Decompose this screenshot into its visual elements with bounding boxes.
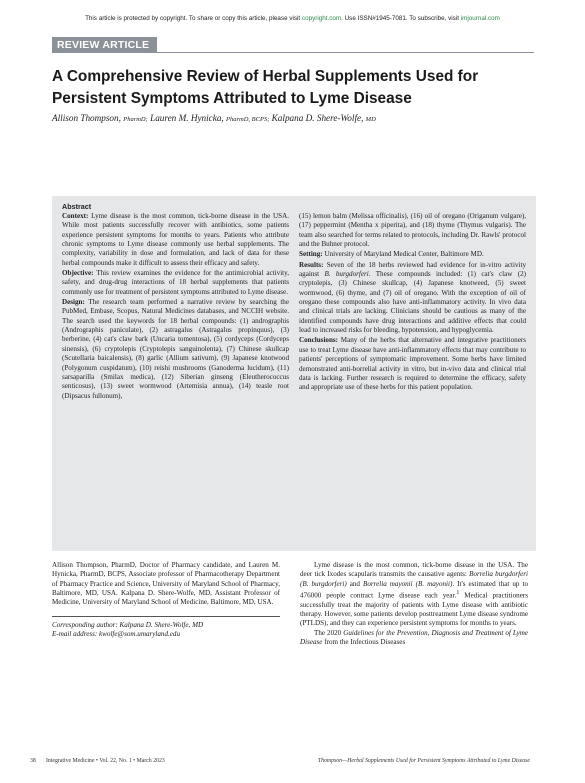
author-list [52,113,542,123]
article-type-banner: REVIEW ARTICLE [52,37,157,53]
intro-paragraph-2: The 2020 Guidelines for the Prevention, Diagnosis and Treatment of Lyme Disease from the Infectious Diseases [300,628,529,647]
abstract-column-right [299,212,526,402]
abstract-context: Context: Lyme disease is the most common, tick-borne disease in the USA. While most patients successfully recover with antibiotics, some patients experience persistent symptoms for months to years. Patients who attribute chronic symptoms to Lyme disease commonly use herbal supplements. The complexity, variability in dose and formulation, and lack of data for these herbal compounds make it difficult to assess their efficacy and safety. [62,212,289,267]
abstract-design: Design: The research team performed a narrative review by searching the PubMed, Embase, Scopus, Natural Medicines databases, and NCCIH website. The search used the keywords for 18 herbal compounds: (1) andrographis (Andrographis paniculate), (2) astragalus (Astragalus propinquus), (3) berberine, (4) cat's claw bark (Uncaria tomentosa), (5) cordyceps (Cordyceps sinensis), (6) cryptolepis (Cryptolepis sanguinolenta), (7) Chinese skullcap (Scutellaria baicalensis), (8) garlic (Allium sativum), (9) Japanese knotwood (Polygonum cuspidatum), (10) reishi mushrooms (Ganoderma lucidum), (11) sarsaparilla (Smilax medica), (12) Siberian ginseng (Eleutherococcus senticosus), (13) sweet wormwood (Artemisia annua), (14) teasle root (Dipsacus fullonum), [62,298,289,400]
author-degree: PharmD, BCPS; [226,116,270,123]
abstract-heading: Abstract [62,202,92,211]
copyright-link[interactable]: copyright.com [301,15,342,22]
abstract-box [52,196,536,551]
intro-column [300,561,528,647]
corresponding-author: Corresponding author: Kalpana D. Shere-Wolfe, MD [52,620,204,629]
abstract-design-continued: (15) lemon balm (Melissa officinalis), (16) oil of oregano (Origanum vulgare), (17) peppermint (Mentha x piperita), and (18) thyme (Thymus vulgaris). The team also searched for terms related to protocols, including Dr. Rawls' protocol and the Buhner protocol. [299,212,526,249]
author-degree: MD [365,116,376,123]
subscribe-link[interactable]: imjournal.com [460,15,500,22]
abstract-objective: Objective: This review examines the evidence for the antimicrobial activity, safety, and drug-drug interactions of 18 herbal supplements that patients commonly use for treatment of persistent symptoms attributed to Lyme disease. [62,269,289,296]
running-head: Thompson—Herbal Supplements Used for Persistent Symptoms Attributed to Lyme Disease [317,758,530,764]
abstract-column-left [62,212,289,402]
author-degree: PharmD; [123,116,148,123]
author-affiliations: Allison Thompson, PharmD, Doctor of Pharmacy candidate, and Lauren M. Hynicka, PharmD, BCPS, Associate professor of Pharmacotherapy Department of Pharmacy Practice and Science, University of Maryland School of Pharmacy, Baltimore, MD, USA. Kalpana D. Shere-Wolfe, MD, Assistant Professor of Medicine, University of Maryland School of Medicine, Baltimore, MD, USA. [52,561,280,607]
author-email[interactable]: E-mail address: kwolfe@som.umaryland.edu [52,630,181,639]
page-number: 38 [30,758,36,764]
abstract-conclusions: Conclusions: Many of the herbs that alternative and integrative practitioners use to treat Lyme disease have anti-inflammatory effects that may contribute to patients' perceptions of symptomatic improvement. Some herbs have limited demonstrated anti-borrelial activity in vitro, but in-vivo data and clinical trial data is lacking. Further research is required to determine the efficacy, safety and appropriate use of these herbs for this patient population. [299,336,526,392]
author-name: Kalpana D. Shere-Wolfe, [271,113,364,123]
author-name: Allison Thompson, [52,113,121,123]
footer-left [30,758,165,764]
intro-paragraph-1: Lyme disease is the most common, tick-borne disease in the USA. The deer tick Ixodes scapularis transmits the causative agents: Borrelia burgdorferi (B. burgdorferi) and Borrelia mayonii (B. mayonii). It's estimated that up to 476000 people contract Lyme disease each year.$^1$ Medical practitioners successfully treat the majority of patients with Lyme disease with antibiotic therapy. However, some patients develop posttreatment Lyme disease syndrome (PTLDS), and they can experience persistent symptoms for months to years. [300,561,528,628]
footnote-divider [52,616,280,617]
abstract-setting: Setting: University of Maryland Medical Center, Baltimore MD. [299,250,484,259]
affiliations-column [52,561,280,639]
abstract-results: Results: Seven of the 18 herbs reviewed had evidence for in-vitro activity against B. burgdorferi. These compounds included: (1) cat's claw (2) cryptolepis, (3) Chinese skullcap, (4) Japanese knotweed, (5) sweet wormwood, (6) thyme, and (7) oil of oregano. With the exception of oil of oregano these compounds also have anti-inflammatory activity. In vivo data and clinical trials are lacking. Clinicians should be cautious as many of the identified compounds have drug interactions and additive effects that could lead to increased risks for bleeding, hypotension, and hypoglycemia. [299,260,527,335]
copyright-notice: This article is protected by copyright. To share or copy this article, please visit copyright.com. Use ISSN#1945-7081. To subscribe, visit imjournal.com [85,15,500,22]
article-title: A Comprehensive Review of Herbal Supplements Used for Persistent Symptoms Attributed to Lyme Disease [52,68,479,107]
citation-ref[interactable]: 1 [456,590,460,597]
journal-citation: Integrative Medicine • Vol. 22, No. 1 • March 2023 [45,758,165,764]
banner-rule [157,52,534,53]
author-name: Lauren M. Hynicka, [150,113,224,123]
